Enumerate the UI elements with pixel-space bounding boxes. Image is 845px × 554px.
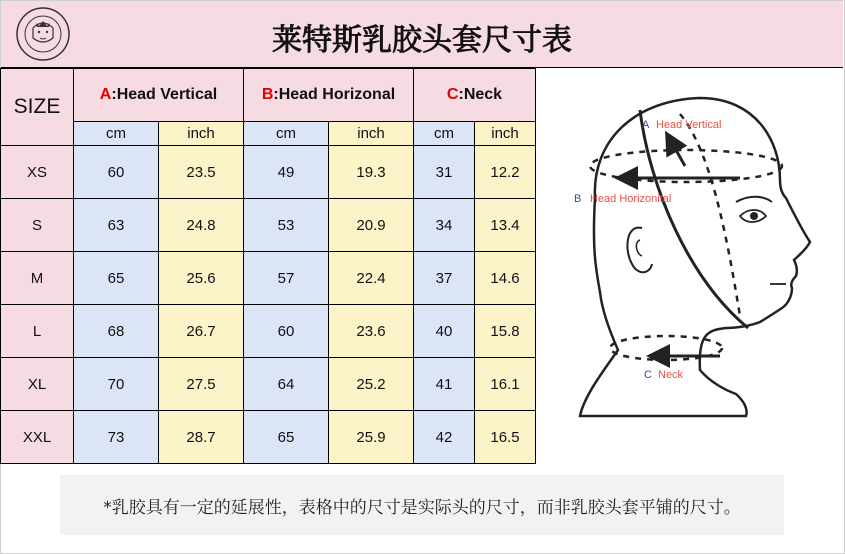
table-cell: 27.5 — [159, 358, 244, 411]
size-table — [0, 68, 536, 464]
table-cell: 49 — [244, 146, 329, 199]
table-row — [1, 252, 536, 305]
unit-header: cm — [244, 122, 329, 146]
group-label: :Head Vertical — [111, 86, 218, 103]
table-cell: 64 — [244, 358, 329, 411]
table-cell: 31 — [414, 146, 475, 199]
group-label: :Neck — [458, 86, 503, 103]
ear-icon — [627, 228, 652, 273]
table-cell: 12.2 — [475, 146, 536, 199]
table-cell: 14.6 — [475, 252, 536, 305]
table-cell: 60 — [74, 146, 159, 199]
table-row — [1, 305, 536, 358]
size-label: XXL — [1, 411, 74, 464]
group-letter: C — [446, 86, 459, 103]
table-row — [1, 411, 536, 464]
table-cell: 20.9 — [329, 199, 414, 252]
table-cell: 41 — [414, 358, 475, 411]
label-b-letter: B — [574, 193, 582, 205]
table-cell: 24.8 — [159, 199, 244, 252]
label-c-text: Neck — [658, 369, 684, 381]
measure-line-a — [640, 110, 748, 328]
label-c-letter: C — [644, 369, 652, 381]
unit-header: cm — [74, 122, 159, 146]
table-cell: 34 — [414, 199, 475, 252]
title-bar — [1, 1, 843, 68]
unit-header: cm — [414, 122, 475, 146]
label-a-letter: A — [642, 119, 650, 131]
page-title: 莱特斯乳胶头套尺寸表 — [272, 23, 572, 58]
unit-header: inch — [475, 122, 536, 146]
unit-header: inch — [159, 122, 244, 146]
table-cell: 42 — [414, 411, 475, 464]
table-cell: 28.7 — [159, 411, 244, 464]
table-cell: 57 — [244, 252, 329, 305]
table-cell: 15.8 — [475, 305, 536, 358]
table-cell: 40 — [414, 305, 475, 358]
table-cell: 22.4 — [329, 252, 414, 305]
table-cell: 63 — [74, 199, 159, 252]
label-a-text: Head Vertical — [656, 119, 722, 131]
table-cell: 23.5 — [159, 146, 244, 199]
table-cell: 25.2 — [329, 358, 414, 411]
size-label: XL — [1, 358, 74, 411]
table-cell: 16.5 — [475, 411, 536, 464]
group-header-a — [74, 69, 244, 122]
group-letter: A — [99, 86, 112, 103]
table-cell: 60 — [244, 305, 329, 358]
table-cell: 73 — [74, 411, 159, 464]
table-cell: 25.6 — [159, 252, 244, 305]
size-header: SIZE — [1, 69, 74, 146]
eye-pupil — [750, 212, 758, 220]
group-header-c — [414, 69, 536, 122]
table-cell: 53 — [244, 199, 329, 252]
size-label: S — [1, 199, 74, 252]
unit-header: inch — [329, 122, 414, 146]
table-cell: 26.7 — [159, 305, 244, 358]
table-cell: 65 — [244, 411, 329, 464]
table-row — [1, 358, 536, 411]
group-header-b — [244, 69, 414, 122]
table-cell: 65 — [74, 252, 159, 305]
table-row — [1, 146, 536, 199]
footnote: *乳胶具有一定的延展性，表格中的尺寸是实际头的尺寸，而非乳胶头套平铺的尺寸。 — [60, 475, 784, 535]
group-letter: B — [261, 86, 274, 103]
table-cell: 19.3 — [329, 146, 414, 199]
table-cell: 68 — [74, 305, 159, 358]
ear-inner — [636, 240, 642, 256]
table-cell: 23.6 — [329, 305, 414, 358]
table-cell: 25.9 — [329, 411, 414, 464]
eyebrow — [736, 197, 772, 202]
table-row — [1, 199, 536, 252]
table-cell: 16.1 — [475, 358, 536, 411]
table-cell: 13.4 — [475, 199, 536, 252]
size-label: M — [1, 252, 74, 305]
table-cell: 37 — [414, 252, 475, 305]
table-cell: 70 — [74, 358, 159, 411]
group-label: :Head Horizonal — [273, 86, 396, 103]
head-measurement-diagram — [540, 70, 840, 460]
head-outline — [580, 98, 810, 416]
size-label: L — [1, 305, 74, 358]
size-label: XS — [1, 146, 74, 199]
label-b-text: Head Horizonital — [590, 193, 672, 205]
